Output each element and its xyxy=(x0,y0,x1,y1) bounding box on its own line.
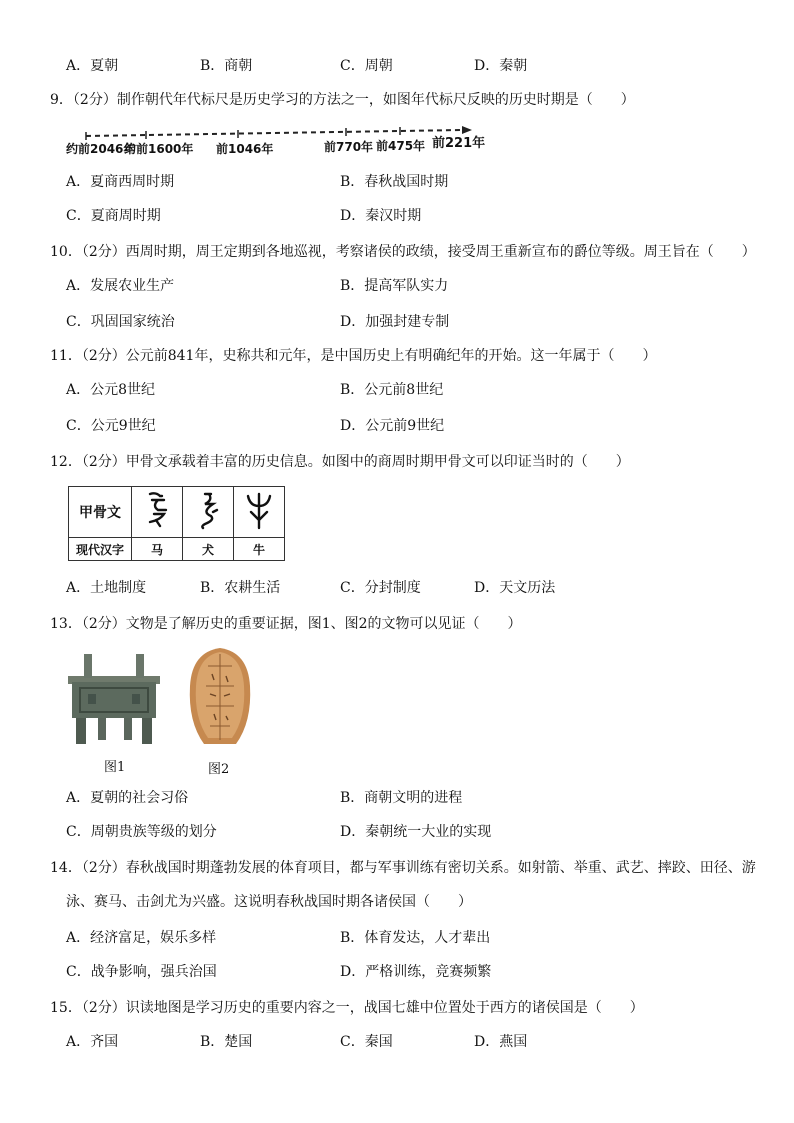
modern-char-row-header: 现代汉字 xyxy=(69,538,132,561)
q15-stem: 15．（2分）识读地图是学习历史的重要内容之一，战国七雄中位置处于西方的诸侯国是（ ） xyxy=(50,1000,644,1016)
q14-option-d[interactable]: D．严格训练，竞赛频繁 xyxy=(340,964,492,980)
q8-option-a[interactable]: A．夏朝 xyxy=(66,58,119,74)
q15-option-a[interactable]: A．齐国 xyxy=(66,1034,119,1050)
q8-option-d[interactable]: D．秦朝 xyxy=(474,58,528,74)
q13-option-a[interactable]: A．夏朝的社会习俗 xyxy=(66,790,189,806)
q15-option-d[interactable]: D．燕国 xyxy=(474,1034,528,1050)
q10-option-c[interactable]: C．巩固国家统治 xyxy=(66,314,175,330)
timeline-label-1600: 约前1600年 xyxy=(124,142,194,156)
q12-option-b[interactable]: B．农耕生活 xyxy=(200,580,281,596)
q9-option-a[interactable]: A．夏商西周时期 xyxy=(66,174,175,190)
oracle-glyph-dog xyxy=(183,487,234,538)
q14-stem-line2: 泳、赛马、击剑尤为兴盛。这说明春秋战国时期各诸侯国（ ） xyxy=(66,894,472,910)
q14-stem-line1: 14．（2分）春秋战国时期蓬勃发展的体育项目，都与军事训练有密切关系。如射箭、举重、武艺、摔跤、田径、游 xyxy=(50,860,756,876)
q14-option-c[interactable]: C．战争影响，强兵治国 xyxy=(66,964,217,980)
q8-option-b[interactable]: B．商朝 xyxy=(200,58,253,74)
q11-stem: 11．（2分）公元前841年，史称共和元年，是中国历史上有明确纪年的开始。这一年属于（ ） xyxy=(50,348,657,364)
timeline-label-770: 前770年 xyxy=(324,140,374,154)
q13-option-d[interactable]: D．秦朝统一大业的实现 xyxy=(340,824,492,840)
q9-option-d[interactable]: D．秦汉时期 xyxy=(340,208,422,224)
q9-stem: 9．（2分）制作朝代年代标尺是历史学习的方法之一，如图年代标尺反映的历史时期是（ ） xyxy=(50,92,635,108)
modern-char-dog: 犬 xyxy=(183,538,234,561)
bronze-ding-image xyxy=(66,650,162,748)
q9-option-b[interactable]: B．春秋战国时期 xyxy=(340,174,449,190)
q10-option-b[interactable]: B．提高军队实力 xyxy=(340,278,449,294)
q13-option-b[interactable]: B．商朝文明的进程 xyxy=(340,790,463,806)
modern-char-horse: 马 xyxy=(132,538,183,561)
q11-option-a[interactable]: A．公元8世纪 xyxy=(66,382,156,398)
timeline-label-1046: 前1046年 xyxy=(216,142,274,156)
oracle-bone-shell-image xyxy=(188,646,252,750)
q9-option-c[interactable]: C．夏商周时期 xyxy=(66,208,161,224)
q11-option-c[interactable]: C．公元9世纪 xyxy=(66,418,156,434)
q12-option-d[interactable]: D．天文历法 xyxy=(474,580,556,596)
q12-option-c[interactable]: C．分封制度 xyxy=(340,580,421,596)
modern-char-ox: 牛 xyxy=(234,538,285,561)
dog-glyph-icon xyxy=(191,490,225,530)
horse-glyph-icon xyxy=(140,490,174,530)
q10-stem: 10．（2分）西周时期，周王定期到各地巡视，考察诸侯的政绩，接受周王重新宣布的爵位等级。周王旨在（ ） xyxy=(50,244,756,260)
oracle-bone-table xyxy=(68,486,285,561)
q15-option-b[interactable]: B．楚国 xyxy=(200,1034,253,1050)
q15-option-c[interactable]: C．秦国 xyxy=(340,1034,393,1050)
q12-stem: 12．（2分）甲骨文承载着丰富的历史信息。如图中的商周时期甲骨文可以印证当时的（ ） xyxy=(50,454,630,470)
oracle-row-header: 甲骨文 xyxy=(69,487,132,538)
timeline-label-475: 前475年 xyxy=(376,139,426,153)
q10-option-a[interactable]: A．发展农业生产 xyxy=(66,278,175,294)
timeline-label-2046: 约前2046年 xyxy=(66,142,136,156)
fig1-caption: 图1 xyxy=(104,760,126,775)
q14-option-b[interactable]: B．体育发达，人才辈出 xyxy=(340,930,491,946)
q10-option-d[interactable]: D．加强封建专制 xyxy=(340,314,450,330)
q14-option-a[interactable]: A．经济富足，娱乐多样 xyxy=(66,930,217,946)
oracle-glyph-horse xyxy=(132,487,183,538)
ox-glyph-icon xyxy=(242,490,276,530)
timeline-label-221: 前221年 xyxy=(432,136,486,151)
q12-option-a[interactable]: A．土地制度 xyxy=(66,580,147,596)
dynasty-timeline xyxy=(66,124,486,164)
q13-option-c[interactable]: C．周朝贵族等级的划分 xyxy=(66,824,217,840)
oracle-glyph-ox xyxy=(234,487,285,538)
fig2-caption: 图2 xyxy=(208,762,230,777)
q13-stem: 13．（2分）文物是了解历史的重要证据，图1、图2的文物可以见证（ ） xyxy=(50,616,522,632)
q11-option-d[interactable]: D．公元前9世纪 xyxy=(340,418,445,434)
q8-option-c[interactable]: C．周朝 xyxy=(340,58,393,74)
q11-option-b[interactable]: B．公元前8世纪 xyxy=(340,382,444,398)
